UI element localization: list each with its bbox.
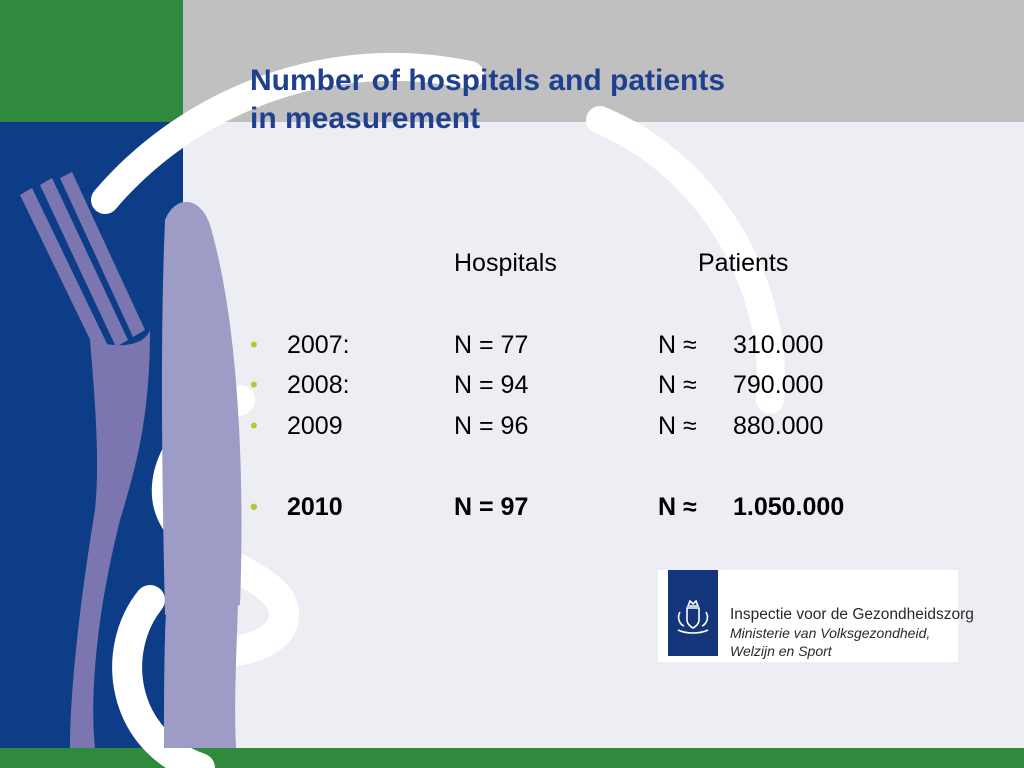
logo-line-1: Inspectie voor de Gezondheidszorg bbox=[730, 606, 974, 623]
row-approx-label: N ≈ bbox=[658, 412, 697, 440]
row-year: 2009 bbox=[287, 412, 343, 440]
coat-of-arms-icon bbox=[668, 570, 718, 656]
bullet-icon: • bbox=[250, 413, 258, 438]
bullet-icon: • bbox=[250, 332, 258, 357]
row-hospitals: N = 97 bbox=[454, 493, 529, 521]
row-patients: 880.000 bbox=[733, 412, 824, 440]
row-approx-label: N ≈ bbox=[658, 331, 697, 359]
table-row bbox=[0, 409, 1024, 443]
column-header-patients: Patients bbox=[698, 249, 789, 277]
row-patients: 790.000 bbox=[733, 371, 824, 399]
row-approx-label: N ≈ bbox=[658, 493, 697, 521]
bullet-icon: • bbox=[250, 494, 258, 519]
page-title bbox=[250, 62, 725, 138]
table-row bbox=[0, 368, 1024, 402]
row-patients: 1.050.000 bbox=[733, 493, 845, 521]
logo-line-2: Ministerie van Volksgezondheid, bbox=[730, 625, 931, 641]
row-hospitals: N = 77 bbox=[454, 331, 529, 359]
table-row-highlight bbox=[0, 490, 1024, 524]
knife-icon bbox=[162, 202, 242, 748]
table-row bbox=[0, 328, 1024, 362]
logo-text bbox=[730, 606, 974, 660]
row-approx-label: N ≈ bbox=[658, 371, 697, 399]
bullet-icon: • bbox=[250, 372, 258, 397]
column-header-hospitals: Hospitals bbox=[454, 249, 557, 277]
row-year: 2010 bbox=[287, 493, 343, 521]
row-hospitals: N = 96 bbox=[454, 412, 529, 440]
top-green-block bbox=[0, 0, 183, 122]
title-line-1: Number of hospitals and patients bbox=[250, 64, 726, 97]
row-year: 2007: bbox=[287, 331, 350, 359]
row-hospitals: N = 94 bbox=[454, 371, 529, 399]
title-line-2: in measurement bbox=[250, 102, 481, 135]
logo-line-3: Welzijn en Sport bbox=[730, 643, 832, 659]
row-year: 2008: bbox=[287, 371, 350, 399]
row-patients: 310.000 bbox=[733, 331, 824, 359]
ministry-logo bbox=[658, 570, 974, 662]
